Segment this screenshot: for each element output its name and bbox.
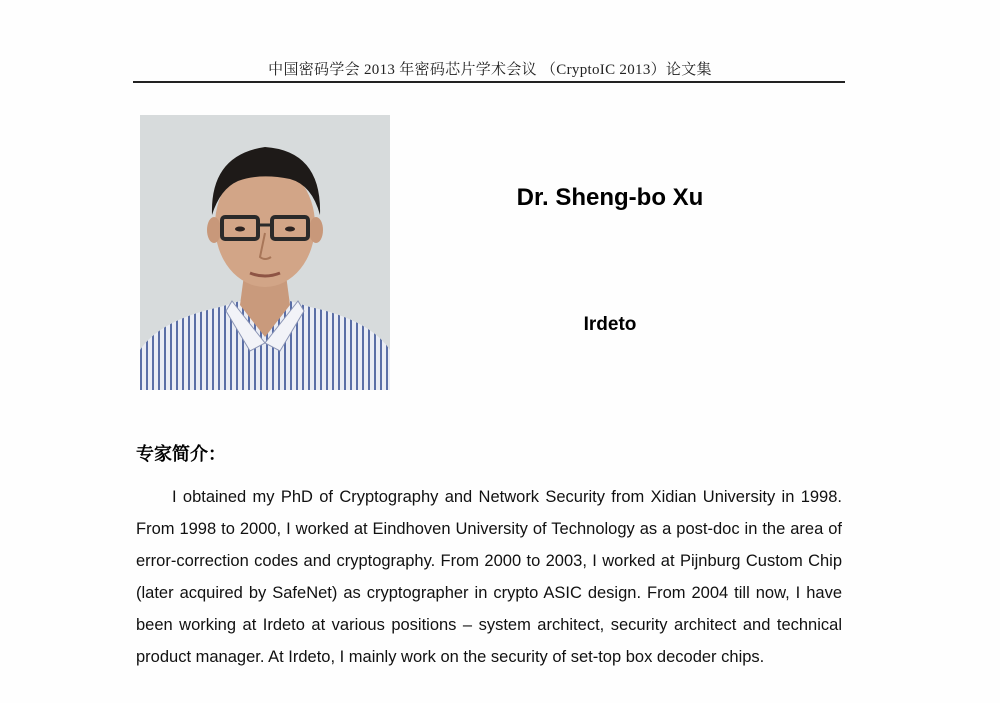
bio-paragraph: I obtained my PhD of Cryptography and Network Security from Xidian University in 1998. From 1998 to 2000, I worked at Eindhoven University of Technology as a post-doc in the area of error-correction codes and cryptography. From 2000 to 2003, I worked at Pijnburg Custom Chip (later acquired by SafeNet) as cryptographer in crypto ASIC design. From 2004 till now, I have been working at Irdeto at various positions – system architect, security architect and technical product manager. At Irdeto, I mainly work on the security of set-top box decoder chips. bbox=[136, 488, 842, 666]
expert-name: Dr. Sheng-bo Xu bbox=[516, 184, 704, 211]
running-header: 中国密码学会 2013 年密码芯片学术会议 （CryptoIC 2013）论文集 bbox=[268, 62, 712, 78]
portrait-illustration bbox=[140, 115, 390, 390]
expert-affiliation: Irdeto bbox=[583, 314, 637, 335]
bio-heading: 专家简介： bbox=[136, 444, 226, 465]
header-rule bbox=[133, 81, 845, 83]
portrait-photo bbox=[140, 115, 390, 390]
